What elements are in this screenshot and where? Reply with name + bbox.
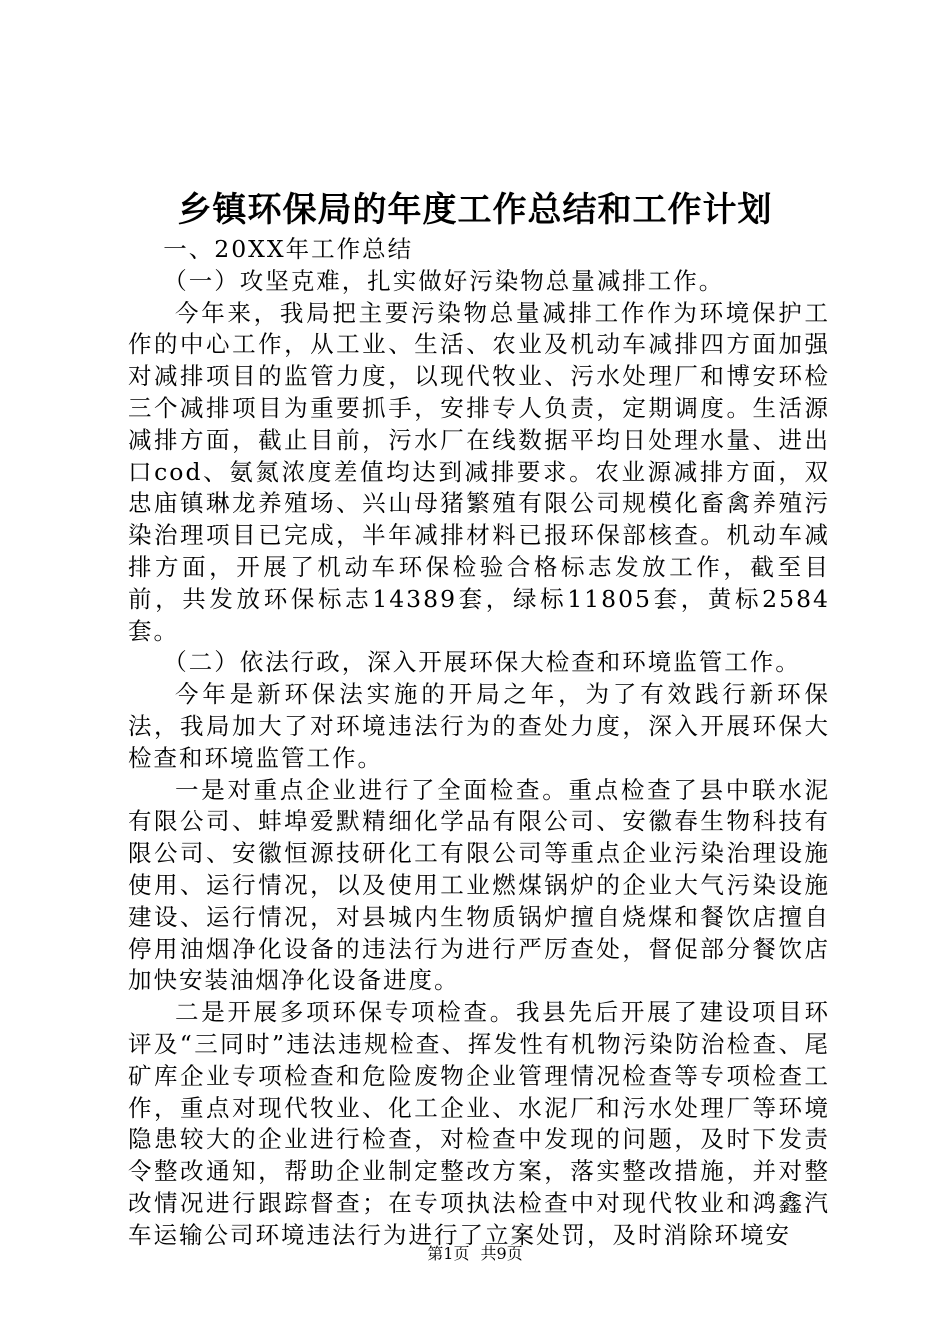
paragraph: 今年是新环保法实施的开局之年，为了有效践行新环保法，我局加大了对环境违法行为的查处力度，深入开展环保大检查和环境监管工作。 <box>128 680 830 772</box>
paragraph: 二是开展多项环保专项检查。我县先后开展了建设项目环评及“三同时”违法违规检查、挥发性有机物污染防治检查、尾矿库企业专项检查和危险废物企业管理情况检查等专项检查工作，重点对现代牧业、化工企业、水泥厂和污水处理厂等环境隐患较大的企业进行检查，对检查中发现的问题，及时下发责令整改通知，帮助企业制定整改方案，落实整改措施，并对整改情况进行跟踪督查；在专项执法检查中对现代牧业和鸿鑫汽车运输公司环境违法行为进行了立案处罚，及时消除环境安 <box>128 998 830 1249</box>
page-footer <box>0 1242 950 1266</box>
document-title: 乡镇环保局的年度工作总结和工作计划 <box>177 190 773 230</box>
paragraph: 一是对重点企业进行了全面检查。重点检查了县中联水泥有限公司、蚌埠爱默精细化学品有限公司、安徽春生物科技有限公司、安徽恒源技研化工有限公司等重点企业污染治理设施使用、运行情况，以及使用工业燃煤锅炉的企业大气污染设施建设、运行情况，对县城内生物质锅炉擅自烧煤和餐饮店擅自停用油烟净化设备的违法行为进行严厉查处，督促部分餐饮店加快安装油烟净化设备进度。 <box>128 775 830 995</box>
paragraph: 今年来，我局把主要污染物总量减排工作作为环境保护工作的中心工作，从工业、生活、农业及机动车减排四方面加强对减排项目的监管力度，以现代牧业、污水处理厂和博安环检三个减排项目为重要抓手，安排专人负责，定期调度。生活源减排方面，截止目前，污水厂在线数据平均日处理水量、进出口cod、氨氮浓度差值均达到减排要求。农业源减排方面，双忠庙镇琳龙养殖场、兴山母猪繁殖有限公司规模化畜禽养殖污染治理项目已完成，半年减排材料已报环保部核查。机动车减排方面，开展了机动车环保检验合格标志发放工作，截至目前，共发放环保标志14389套，绿标11805套，黄标2584套。 <box>128 298 830 645</box>
document-body <box>128 234 830 1252</box>
section-heading: 一、20XX年工作总结 <box>163 235 414 263</box>
subsection-heading: （一）攻坚克难，扎实做好污染物总量减排工作。 <box>163 266 725 295</box>
page-number-current: 第1页 <box>427 1244 470 1263</box>
page-number-total: 共9页 <box>480 1244 523 1263</box>
subsection-heading: （二）依法行政，深入开展环保大检查和环境监管工作。 <box>163 648 801 677</box>
